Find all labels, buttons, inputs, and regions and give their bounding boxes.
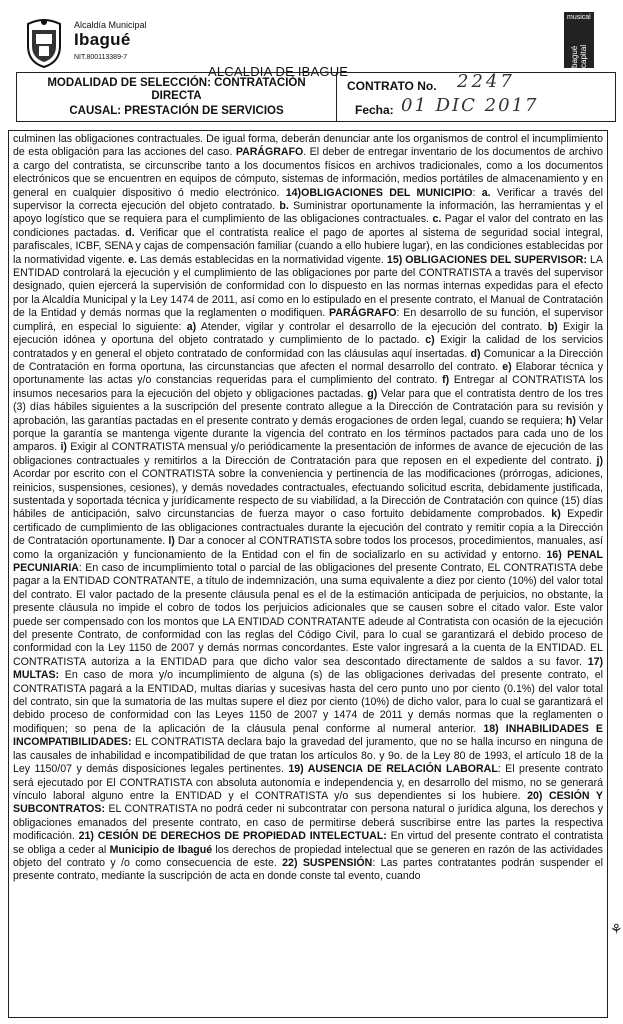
bold-run: f)	[442, 374, 450, 387]
text-run: Velar para que el contratista dentro de los tres (3) días hábiles siguientes a la suscripción del presente contrato allegue a la Dirección de Contratación para su revisión y aprobación, las garantías pactadas en el presente contrato y demás erogaciones de orden legal, cuando se requiera;	[13, 387, 604, 427]
text-run: culminen las obligaciones contractuales. De igual forma, deberán denunciar ante los organismos de control el incumplimiento de esta obligación para las acciones del caso.	[13, 133, 603, 159]
contract-info-cell	[339, 73, 615, 121]
modality-line-2: DIRECTA	[151, 90, 202, 102]
bold-run: 14)OBLIGACIONES DEL MUNICIPIO	[285, 186, 473, 199]
date-stamp: 01 DIC 2017	[401, 95, 539, 116]
causal-line: CAUSAL: PRESTACIÓN DE SERVICIOS	[69, 105, 284, 117]
org-small-label: Alcaldía Municipal	[74, 20, 147, 30]
text-run: Exigir la calidad de los servicios contratados y en general el objeto contratado de conformidad con las cláusulas aquí insertadas.	[13, 334, 603, 360]
musical-logo-top: musical	[567, 14, 591, 21]
bold-run: PARÁGRAFO	[329, 307, 397, 320]
text-run: Elaborar técnica y oportunamente las actas y/o constancias requeridas para el cumplimiento del contrato.	[13, 360, 603, 387]
musical-logo	[564, 12, 594, 68]
bold-run: e)	[502, 360, 512, 373]
contract-header-box	[16, 72, 616, 122]
bold-run: l)	[168, 535, 175, 548]
text-run: : El presente contrato será ejecutado por El CONTRATISTA con absoluta autonomía e independencia y, en desarrollo del mismo, no se generará vínculo laboral alguno entre la ENTIDAD y el CONTRATISTA y/o sus dependientes si los hubiere.	[13, 763, 604, 802]
text-run: Dar a conocer al CONTRATISTA sobre todos los procesos, procedimientos, manuales, así como la organización y funcionamiento de la Entidad con el fin de socializarlo en su actividad y entorno.	[13, 535, 604, 561]
text-run: EL CONTRATISTA no podrá ceder ni subcontratar con persona natural o jurídica alguna, los derechos y obligaciones emanados del presente contrato, en caso de permitirse deberá suscribirse entre las partes la respectiva modificación.	[13, 803, 603, 843]
document-body	[8, 130, 608, 1018]
text-run: : En desarrollo de su función, el supervisor cumplirá, en especial lo siguiente:	[13, 307, 603, 333]
text-run: Pagar el valor del contrato en las condiciones pactadas.	[13, 213, 603, 239]
text-run: Comunicar a la Dirección de Contratación en forma oportuna, las circunstancias que afecten el normal desarrollo del contrato.	[13, 347, 603, 373]
text-run: : Las partes contratantes podrán suspender el presente contrato, mediante la suscripción de acta en donde conste tal evento, cuando	[13, 856, 603, 883]
text-run: Atender, vigilar y controlar el desarrollo de la ejecución del contrato.	[196, 320, 548, 333]
alcaldia-title: ALCALDIA DE IBAGUE	[208, 64, 349, 79]
bold-run: b.	[279, 200, 289, 213]
coat-of-arms-icon	[24, 16, 64, 68]
bold-run: e.	[128, 253, 137, 266]
org-name: Ibagué	[74, 30, 131, 49]
text-run: Suministrar oportunamente la información, las herramientas y el apoyo logístico que se requiera para el cumplimiento de las obligaciones contractuales.	[13, 200, 603, 226]
bold-run: g)	[367, 387, 378, 400]
date-label: Fecha:	[355, 103, 394, 117]
text-run: Verificar a través del supervisor la correcta ejecución del objeto contratado.	[13, 186, 604, 213]
text-run: los derechos de propiedad intelectual que se generen en razón de las actividades objeto del contrato y /o como consecuencia de este.	[13, 843, 603, 869]
bold-run: PARÁGRAFO	[235, 146, 304, 159]
text-run: Expedir certificado de cumplimiento de las obligaciones contractuales durante la ejecución del contrato y remitir copia a la Dirección de Contratación oportunamente.	[13, 508, 603, 548]
margin-initials: ⚘	[610, 922, 623, 938]
bold-run: 16) PENAL PECUNIARIA	[13, 548, 603, 574]
bold-run: 15) OBLIGACIONES DEL SUPERVISOR:	[386, 253, 587, 266]
text-run: : En caso de incumplimiento total o parcial de las obligaciones del presente Contrato, EL CONTRATISTA debe pagar a la ENTIDAD CONTRATANTE, a título de indemnización, una suma equivalente a diez por ciento (10%) del valor total del contrato. El valor pactado de la presente cláusula penal es el de la estimación anticipada de perjuicios, no obstante, la presente cláusula no impide el cobro de todos los perjuicios adicionales que se causen sobre el citado valor. Este valor puede ser compensado con los montos que LA ENTIDAD CONTRATANTE adeude al Contratista con ocasión de la ejecución del presente Contrato, de conformidad con las reglas del Código Civil, para lo cual se garantizará el debido proceso de conformidad con la Ley 1150 de 2007 y demás normas concordantes. Este valor ingresará a la cuenta de la ENTIDAD. EL CONTRATISTA autoriza a la ENTIDAD para que dicho valor sea descontado directamente de saldos a su favor.	[13, 562, 603, 668]
contract-number-label: CONTRATO No.	[347, 79, 437, 93]
text-run: Acordar por escrito con el CONTRATISTA sobre la conveniencia y pertinencia de las modificaciones (prórrogas, adiciones, reinicios, suspensiones, cesiones), y demás novedades contractuales, efectuando solicitud escrita, debidamente justificada, sustentada y soportada técnica y jurídicamente respecto de su viabilidad, a la Dirección de Contratación con quince (15) días hábiles de anticipación, salvo circunstancias de fuerza mayor o caso fortuito debidamente comprobados.	[13, 468, 603, 521]
municipal-logo	[16, 10, 176, 72]
bold-run: j)	[596, 454, 603, 467]
text-run: :	[472, 186, 482, 199]
text-run: LA ENTIDAD controlará la ejecución y el cumplimiento de las obligaciones por parte del CONTRATISTA a través del supervisor designado, quien ejercerá la supervisión de conformidad con lo dispuesto en las normas internas expedidas para el efecto por la Alcaldía Municipal y la Ley 1474 de 2011, así como en lo estipulado en el presente contrato, el Manual de Contratación de la Entidad y demás normas que la reglamenten o modifiquen.	[13, 253, 603, 320]
text-run: Velar porque la garantía se mantenga vigente durante la vigencia del contrato en los términos pactados para cada uno de los amparos.	[13, 414, 603, 454]
bold-run: i)	[60, 441, 67, 454]
bold-run: d.	[125, 226, 135, 239]
bold-run: 17) MULTAS:	[13, 655, 603, 682]
bold-run: 18) INHABILIDADES E INCOMPATIBILIDADES:	[13, 722, 603, 749]
text-run: Exigir la ejecución idónea y oportuna del objeto contratado y cumplimiento de lo pactado.	[13, 320, 604, 347]
bold-run: 21) CESIÓN DE DERECHOS DE PROPIEDAD INTELECTUAL:	[78, 830, 387, 843]
bold-run: b)	[547, 320, 558, 333]
text-run: Verificar que el contratista realice el pago de aportes al sistema de seguridad social integral, parafiscales, ICBF, SENA y cajas de compensación familiar (cuando a ello hubiere lugar), en las condiciones establecidas por la normatividad vigente.	[13, 226, 603, 266]
text-run: Exigir al CONTRATISTA mensual y/o periódicamente la presentación de informes de avance de ejecución de las obligaciones contractuales y remitirlos a la Dirección de Contratación para que reposen en el expediente del contrato.	[13, 441, 603, 467]
nit-number: NIT.800113389-7	[74, 54, 128, 61]
body-paragraph	[13, 133, 603, 884]
bold-run: h)	[565, 414, 576, 427]
text-run: . El deber de entregar inventario de los documentos de archivo a cargo del contratista, se circunscribe tanto a los documentos físicos en archivos tradicionales, como a los documentos electrónicos que se encuentren en equipos de cómputo, sistemas de información, medios portátiles de almacenamiento y en general en cualquier dispositivo ó medio electrónico.	[13, 146, 603, 199]
modality-line-1: MODALIDAD DE SELECCIÓN: CONTRATACIÓN	[47, 77, 306, 89]
bold-run: c)	[425, 334, 435, 347]
text-run: En virtud del presente contrato el contratista se obliga a ceder al	[13, 830, 603, 856]
bold-run: a)	[186, 320, 197, 333]
text-run: Entregar al CONTRATISTA los insumos necesarios para la ejecución del objeto y obligaciones pactadas.	[13, 374, 603, 400]
bold-run: 20) CESIÓN Y SUBCONTRATOS:	[13, 789, 603, 816]
document-header	[8, 6, 616, 124]
musical-logo-side: bagué capital	[570, 44, 588, 68]
contract-number-value: 2247	[457, 71, 515, 92]
bold-run: Municipio de Ibagué	[109, 843, 213, 856]
bold-run: d)	[470, 347, 481, 360]
bold-run: a.	[481, 186, 491, 199]
bold-run: k)	[551, 508, 561, 521]
bold-run: 19) AUSENCIA DE RELACIÓN LABORAL	[288, 763, 498, 776]
bold-run: c.	[432, 213, 442, 226]
text-run: En caso de mora y/o incumplimiento de alguna (s) de las obligaciones derivadas del presente contrato, el CONTRATISTA pagará a la ENTIDAD, multas diarias y sucesivas hasta del cero punto uno por ciento (0.1%) del valor total del contrato, sin que la sumatoria de las multas supere el diez por ciento (10%) de dicho valor, para lo cual se garantizará el debido proceso de conformidad con las Leyes 1150 de 2007 y 1474 de 2011 y demás normas que la reglamenten o modifiquen; so pena de la aplicación de la cláusula penal conforme al numeral anterior.	[13, 669, 603, 735]
modality-cell	[17, 73, 337, 121]
text-run: EL CONTRATISTA declara bajo la gravedad del juramento, que no se halla incurso en ninguna de las causales de inhabilidad e incompatibilidad de que tratan los artículos 8o. y 9o. de la Ley 80 de 1993, el artículo 18 de la Ley 1150/07 y demás disposiciones legales pertinentes.	[13, 736, 603, 776]
bold-run: 22) SUSPENSIÓN	[282, 856, 373, 869]
text-run: Las demás establecidas en la normatividad vigente.	[136, 253, 387, 266]
